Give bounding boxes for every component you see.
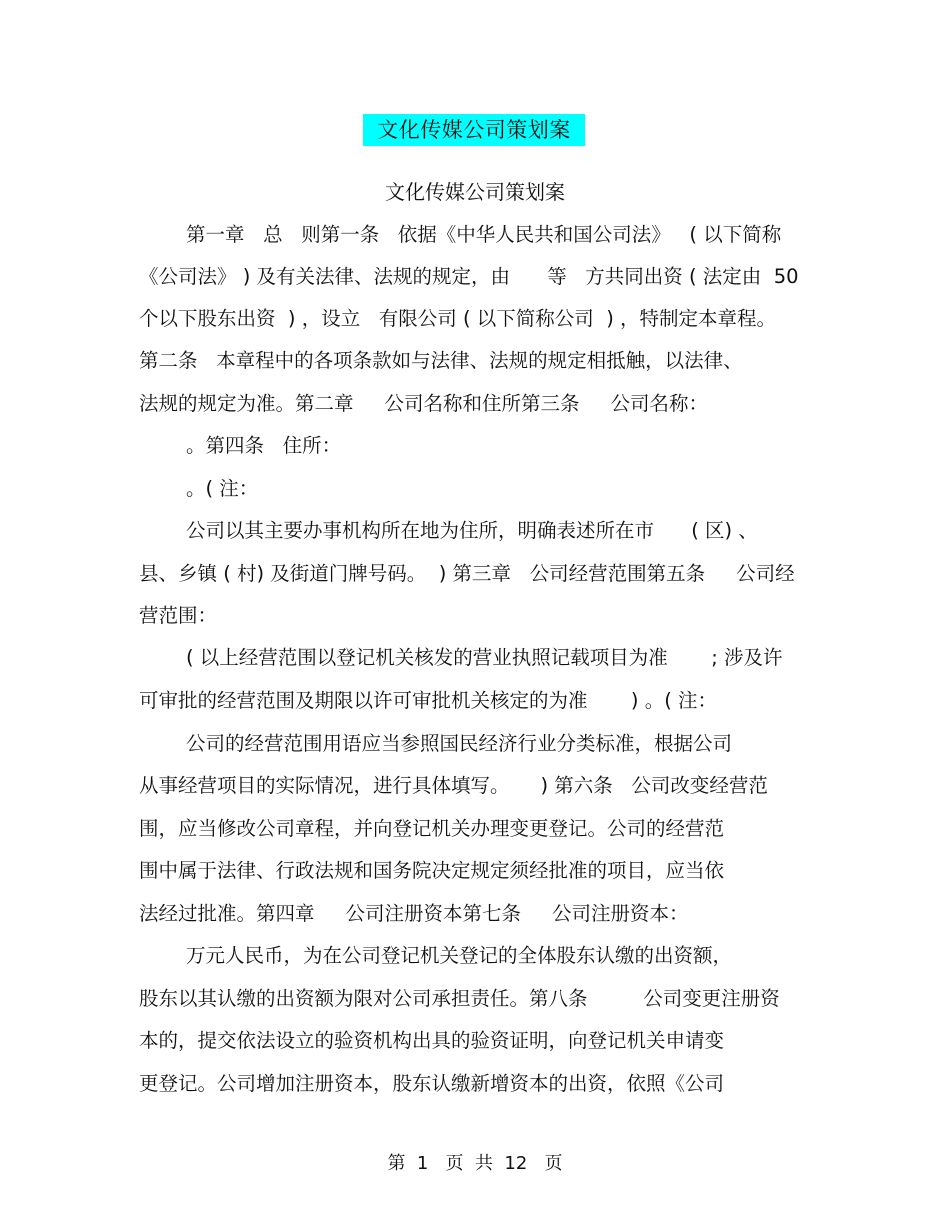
body-line: 股东以其认缴的出资额为限对公司承担责任。第八条 公司变更注册资 (139, 987, 780, 1010)
body-line: ( 以上经营范围以登记机关核发的营业执照记载项目为准 ; 涉及许 (186, 646, 783, 669)
body-line: 县、乡镇 ( 村) 及街道门牌号码。 ) 第三章 公司经营范围第五条 公司经 (139, 562, 795, 585)
body-line: 。第四条 住所： (186, 434, 342, 457)
body-line: 第一章 总 则第一条 依据《中华人民共和国公司法》 ( 以下简称 (186, 223, 782, 246)
body-line: 个以下股东出资 ) ，设立 有限公司 ( 以下简称公司 ) ，特制定本章程。 (139, 307, 777, 330)
body-line: 第二条 本章程中的各项条款如与法律、法规的规定相抵触，以法律、 (139, 349, 743, 372)
body-line: 万元人民币，为在公司登记机关登记的全体股东认缴的出资额， (186, 944, 733, 967)
body-line: 公司的经营范围用语应当参照国民经济行业分类标准，根据公司 (186, 732, 733, 755)
page-number-footer: 第 1 页 共 12 页 (387, 1153, 563, 1174)
body-line: 本的，提交依法设立的验资机构出具的验资证明，向登记机关申请变 (139, 1029, 725, 1052)
body-line: 。( 注： (186, 477, 259, 500)
body-line: 《公司法》 ) 及有关法律、法规的规定，由 等 方共同出资 ( 法定由 50 (139, 265, 799, 288)
body-line: 围，应当修改公司章程，并向登记机关办理变更登记。公司的经营范 (139, 817, 725, 840)
document-subtitle: 文化传媒公司策划案 (385, 180, 565, 204)
body-line: 法经过批准。第四章 公司注册资本第七条 公司注册资本： (139, 902, 689, 925)
document-title: 文化传媒公司策划案 (377, 118, 571, 142)
body-line: 营范围： (139, 604, 218, 627)
body-line: 公司以其主要办事机构所在地为住所，明确表述所在市 ( 区) 、 (186, 519, 758, 542)
body-line: 法规的规定为准。第二章 公司名称和住所第三条 公司名称： (139, 392, 708, 415)
body-line: 更登记。公司增加注册资本，股东认缴新增资本的出资，依照《公司 (139, 1072, 725, 1095)
body-line: 围中属于法律、行政法规和国务院决定规定须经批准的项目，应当依 (139, 859, 725, 882)
body-line: 从事经营项目的实际情况，进行具体填写。 ) 第六条 公司改变经营范 (139, 774, 768, 797)
body-line: 可审批的经营范围及期限以许可审批机关核定的为准 ) 。( 注： (139, 689, 718, 712)
